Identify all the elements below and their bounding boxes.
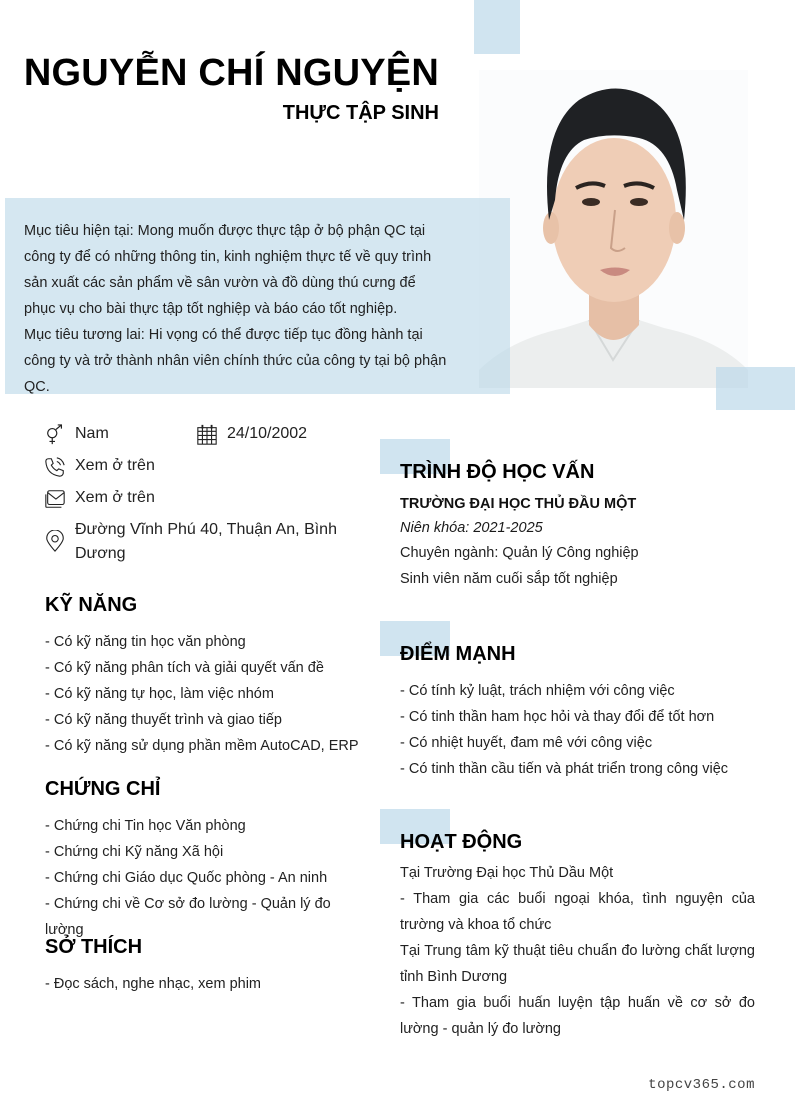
contact-dob xyxy=(196,422,307,446)
list-item: - Chứng chi về Cơ sở đo lường - Quản lý đo lường xyxy=(45,896,331,938)
certificates-section xyxy=(45,778,365,943)
list-item: - Chứng chi Kỹ năng Xã hội xyxy=(45,844,224,860)
career-objective xyxy=(5,198,510,394)
contact-info xyxy=(44,422,364,574)
hobbies-title: SỞ THÍCH xyxy=(45,936,143,958)
strengths-title: ĐIỂM MẠNH xyxy=(400,643,516,665)
skills-title: KỸ NĂNG xyxy=(45,594,138,616)
list-item: - Có nhiệt huyết, đam mê với công việc xyxy=(400,735,653,751)
profile-photo xyxy=(479,70,748,388)
calendar-icon xyxy=(196,424,218,446)
list-item: - Chứng chi Tin học Văn phòng xyxy=(45,818,246,834)
education-status: Sinh viên năm cuối sắp tốt nghiệp xyxy=(400,571,618,587)
list-item: - Có kỹ năng phân tích và giải quyết vấn đề xyxy=(45,660,324,676)
list-item: - Có tinh thần cầu tiến và phát triển trong công việc xyxy=(400,761,729,777)
education-title: TRÌNH ĐỘ HỌC VẤN xyxy=(400,461,595,483)
list-item: - Chứng chi Giáo dục Quốc phòng - An ninh xyxy=(45,870,328,886)
gender-value: Nam xyxy=(75,425,109,442)
activities-section xyxy=(400,831,755,1042)
decorative-block-photo-corner xyxy=(716,367,795,410)
education-section xyxy=(400,461,755,592)
strengths-section xyxy=(400,643,755,782)
list-item: - Tham gia các buổi ngoại khóa, tình nguyện của trường và khoa tổ chức xyxy=(400,891,755,933)
decorative-block-top xyxy=(474,0,520,54)
objective-current: Mục tiêu hiện tại: Mong muốn được thực tập ở bộ phận QC tại công ty để có những thông tin, kinh nghiệm thực tế về quy trình sản xuất các sản phẩm về sân vườn và đồ dùng thú cưng để phục vụ cho bài thực tập tốt nghiệp và báo cáo tốt nghiệp. xyxy=(24,223,432,317)
list-item: - Có kỹ năng sử dụng phần mềm AutoCAD, ERP xyxy=(45,738,359,754)
watermark: topcv365.com xyxy=(648,1077,755,1093)
education-major: Chuyên ngành: Quản lý Công nghiệp xyxy=(400,545,639,561)
phone-icon xyxy=(44,456,66,478)
list-item: Tại Trường Đại học Thủ Dầu Một xyxy=(400,865,614,881)
contact-phone xyxy=(44,454,364,478)
list-item: - Có kỹ năng thuyết trình và giao tiếp xyxy=(45,712,282,728)
hobbies-section xyxy=(45,936,365,997)
gender-icon xyxy=(44,424,66,446)
candidate-name: NGUYỄN CHÍ NGUYỆN xyxy=(23,52,439,94)
list-item: - Tham gia buổi huấn luyện tập huấn về cơ sở đo lường - quản lý đo lường xyxy=(400,995,755,1037)
contact-address xyxy=(44,518,364,566)
school-years: Niên khóa: 2021-2025 xyxy=(400,520,543,536)
phone-value: Xem ở trên xyxy=(75,457,155,474)
list-item: - Có kỹ năng tự học, làm việc nhóm xyxy=(45,686,274,702)
objective-future: Mục tiêu tương lai: Hi vọng có thể được tiếp tục đồng hành tại công ty và trở thành nhân viên chính thức của công ty tại bộ phận QC. xyxy=(24,327,447,395)
list-item: Tại Trung tâm kỹ thuật tiêu chuẩn đo lường chất lượng tỉnh Bình Dương xyxy=(400,943,755,985)
certificates-title: CHỨNG CHỈ xyxy=(45,778,161,800)
list-item: - Có tính kỷ luật, trách nhiệm với công việc xyxy=(400,683,675,699)
list-item: - Đọc sách, nghe nhạc, xem phim xyxy=(45,976,261,992)
email-value: Xem ở trên xyxy=(75,489,155,506)
dob-value: 24/10/2002 xyxy=(227,425,308,442)
contact-gender xyxy=(44,422,364,446)
address-value: Đường Vĩnh Phú 40, Thuận An, Bình Dương xyxy=(75,521,337,562)
list-item: - Có tinh thần ham học hỏi và thay đổi để tốt hơn xyxy=(400,709,715,725)
school-name: TRƯỜNG ĐẠI HỌC THỦ ĐẦU MỘT xyxy=(400,496,637,512)
location-pin-icon xyxy=(44,530,66,552)
skills-section xyxy=(45,594,365,759)
contact-email xyxy=(44,486,364,510)
activities-title: HOẠT ĐỘNG xyxy=(400,831,523,853)
mail-icon xyxy=(44,488,66,510)
job-title: THỰC TẬP SINH xyxy=(282,102,439,124)
list-item: - Có kỹ năng tin học văn phòng xyxy=(45,634,246,650)
